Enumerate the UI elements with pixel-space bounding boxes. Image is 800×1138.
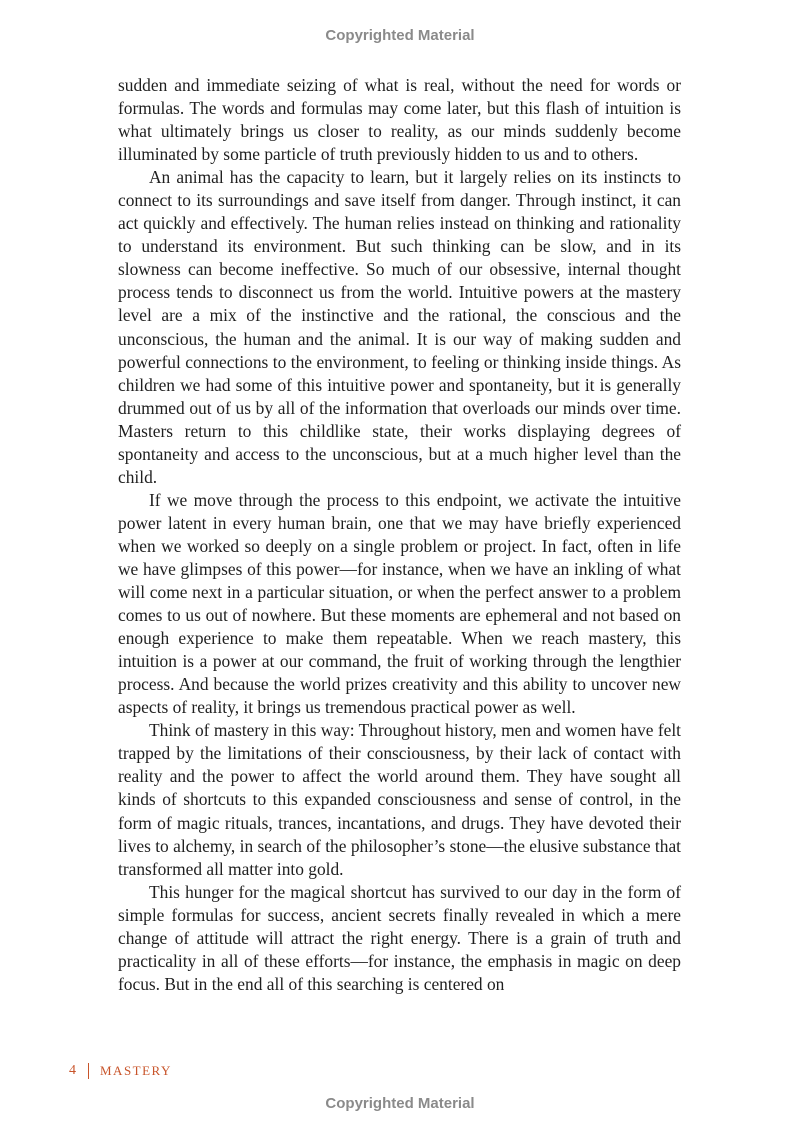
page-number: 4 xyxy=(69,1063,76,1078)
watermark-bottom: Copyrighted Material xyxy=(325,1095,475,1112)
watermark-top: Copyrighted Material xyxy=(325,27,475,44)
paragraph: sudden and immediate seizing of what is real, without the need for words or formulas. The words and formulas may come later, but this flash of intuition is what ultimately brings us closer to reality, as our minds suddenly become illuminated by some particle of truth previously hidden to us and to others. xyxy=(118,75,681,165)
paragraph: An animal has the capacity to learn, but it largely relies on its instincts to connect to its surroundings and save itself from danger. Through instinct, it can act quickly and effectively. The human relies instead on thinking and rationality to understand its environment. But such thinking can be slow, and in its slowness can become ineffective. So much of our obsessive, internal thought process tends to disconnect us from the world. Intuitive powers at the mastery level are a mix of the instinctive and the rational, the conscious and the unconscious, the human and the animal. It is our way of making sudden and powerful connections to the environment, to feeling or thinking inside things. As children we had some of this intuitive power and spontaneity, but it is generally drummed out of us by all of the information that overloads our minds over time. Masters return to this childlike state, their works displaying degrees of spontaneity and access to the unconscious, but at a much higher level than the child. xyxy=(118,167,681,487)
footer-divider xyxy=(88,1063,89,1079)
paragraph: Think of mastery in this way: Throughout history, men and women have felt trapped by the limitations of their consciousness, by their lack of contact with reality and the power to affect the world around them. They have sought all kinds of shortcuts to this expanded consciousness and sense of control, in the form of magic rituals, trances, incantations, and drugs. They have devoted their lives to alchemy, in search of the philosopher’s stone—the elusive substance that transformed all matter into gold. xyxy=(118,720,681,879)
page-body xyxy=(118,74,681,996)
page-footer xyxy=(69,1063,172,1079)
paragraph: If we move through the process to this endpoint, we activate the intuitive power latent in every human brain, one that we may have briefly experienced when we worked so deeply on a single problem or project. In fact, often in life we have glimpses of this power—for instance, when we have an inkling of what will come next in a particular situation, or when the perfect answer to a problem comes to us out of nowhere. But these moments are ephemeral and not based on enough experience to make them repeatable. When we reach mastery, this intuition is a power at our command, the fruit of working through the lengthier process. And because the world prizes creativity and this ability to uncover new aspects of reality, it brings us tremendous practical power as well. xyxy=(118,489,681,718)
running-head: MASTERY xyxy=(100,1063,172,1078)
paragraph: This hunger for the magical shortcut has survived to our day in the form of simple formulas for success, ancient secrets finally revealed in which a mere change of attitude will attract the right energy. There is a grain of truth and practicality in all of these efforts—for instance, the emphasis in magic on deep focus. But in the end all of this searching is centered on xyxy=(118,881,681,994)
